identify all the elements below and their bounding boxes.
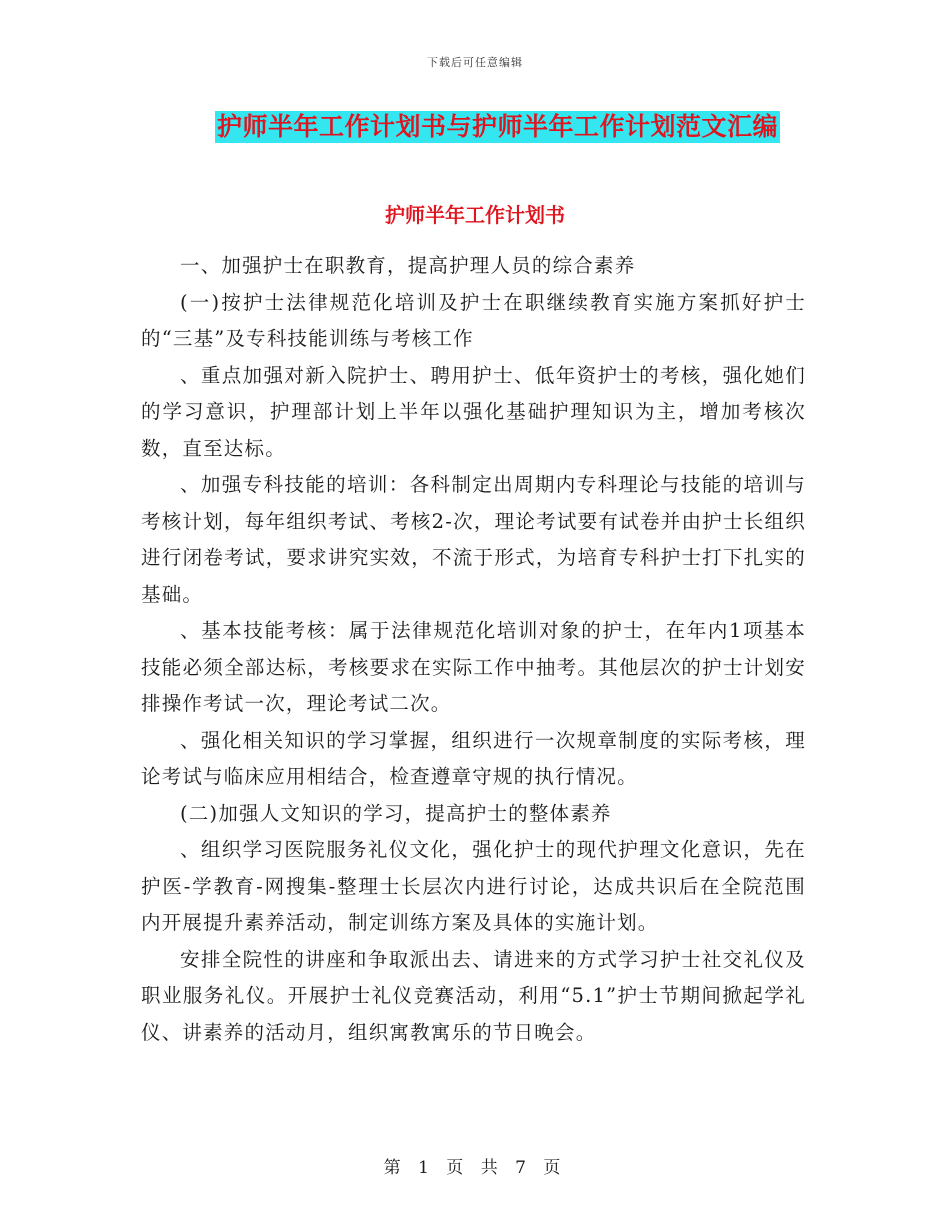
paragraph: 、组织学习医院服务礼仪文化，强化护士的现代护理文化意识，先在护医-学教育-网搜集-整理士长层次内进行讨论，达成共识后在全院范围内开展提升素养活动，制定训练方案及具体的实施计划。 — [141, 838, 806, 934]
section-title: 护师半年工作计划书 — [385, 203, 565, 227]
paragraph: 、加强专科技能的培训：各科制定出周期内专科理论与技能的培训与考核计划，每年组织考试、考核2-次，理论考试要有试卷并由护士长组织进行闭卷考试，要求讲究实效，不流于形式，为培育专科护士打下扎实的基础。 — [141, 473, 806, 606]
document-body — [141, 248, 806, 1051]
paragraph: 一、加强护士在职教育，提高护理人员的综合素养 — [180, 254, 636, 277]
main-title: 护师半年工作计划书与护师半年工作计划范文汇编 — [216, 112, 778, 141]
paragraph: 安排全院性的讲座和争取派出去、请进来的方式学习护士社交礼仪及职业服务礼仪。开展护士礼仪竞赛活动，利用“5.1”护士节期间掀起学礼仪、讲素养的活动月，组织寓教寓乐的节日晚会。 — [141, 947, 806, 1044]
paragraph: 、基本技能考核：属于法律规范化培训对象的护士，在年内1项基本技能必须全部达标，考核要求在实际工作中抽考。其他层次的护士计划安排操作考试一次，理论考试二次。 — [141, 619, 806, 715]
page-number-footer: 第 1 页 共 7 页 — [383, 1158, 567, 1178]
paragraph: (一)按护士法律规范化培训及护士在职继续教育实施方案抓好护士的“三基”及专科技能训练与考核工作 — [141, 290, 806, 350]
paragraph: (二)加强人文知识的学习，提高护士的整体素养 — [180, 801, 612, 825]
main-title-wrap — [0, 111, 950, 143]
header-note: 下载后可任意编辑 — [427, 56, 523, 69]
paragraph: 、重点加强对新入院护士、聘用护士、低年资护士的考核，强化她们的学习意识，护理部计划上半年以强化基础护理知识为主，增加考核次数，直至达标。 — [141, 363, 806, 460]
paragraph: 、强化相关知识的学习掌握，组织进行一次规章制度的实际考核，理论考试与临床应用相结合，检查遵章守规的执行情况。 — [141, 728, 806, 788]
